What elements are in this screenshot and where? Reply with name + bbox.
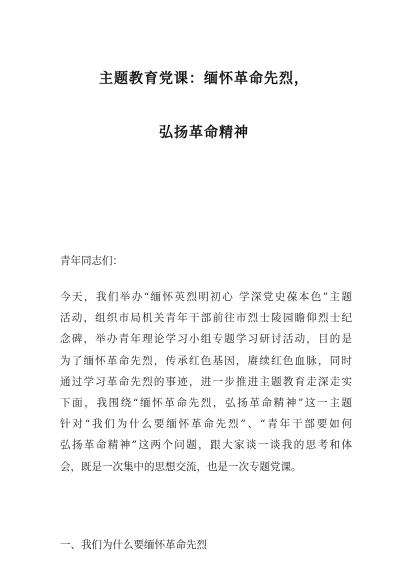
salutation: 青年同志们： — [60, 255, 123, 267]
document-title-line-1: 主题教育党课：缅怀革命先烈， — [99, 71, 309, 87]
section-heading: 一、我们为什么要缅怀革命先烈 — [60, 539, 207, 551]
paragraph-line: 通过学习革命先烈的事迹，进一步推进主题教育走深走实 — [60, 375, 352, 388]
paragraph-line: 下面，我围绕“缅怀革命先烈，弘扬革命精神”这一主题 — [60, 396, 352, 409]
paragraph-line: 针对“我们为什么要缅怀革命先烈”、“青年干部要如何 — [60, 418, 352, 431]
paragraph-line: 弘扬革命精神”这两个问题，跟大家谈一谈我的思考和体 — [60, 439, 352, 452]
paragraph-line: 为了缅怀革命先烈，传承红色基因，赓续红色血脉，同时 — [60, 354, 352, 367]
paragraph-line: 今天，我们举办“缅怀英烈明初心 学深党史葆本色”主题 — [60, 291, 352, 303]
paragraph-line: 会，既是一次集中的思想交流，也是一次专题党课。 — [60, 460, 302, 473]
document-title-line-2: 弘扬革命精神 — [159, 125, 249, 141]
paragraph-line: 念碑，举办青年理论学习小组专题学习研讨活动，目的是 — [60, 333, 352, 346]
opening-paragraph — [60, 287, 352, 478]
paragraph-line: 活动，组织市局机关青年干部前往市烈士陵园瞻仰烈士纪 — [60, 312, 352, 325]
